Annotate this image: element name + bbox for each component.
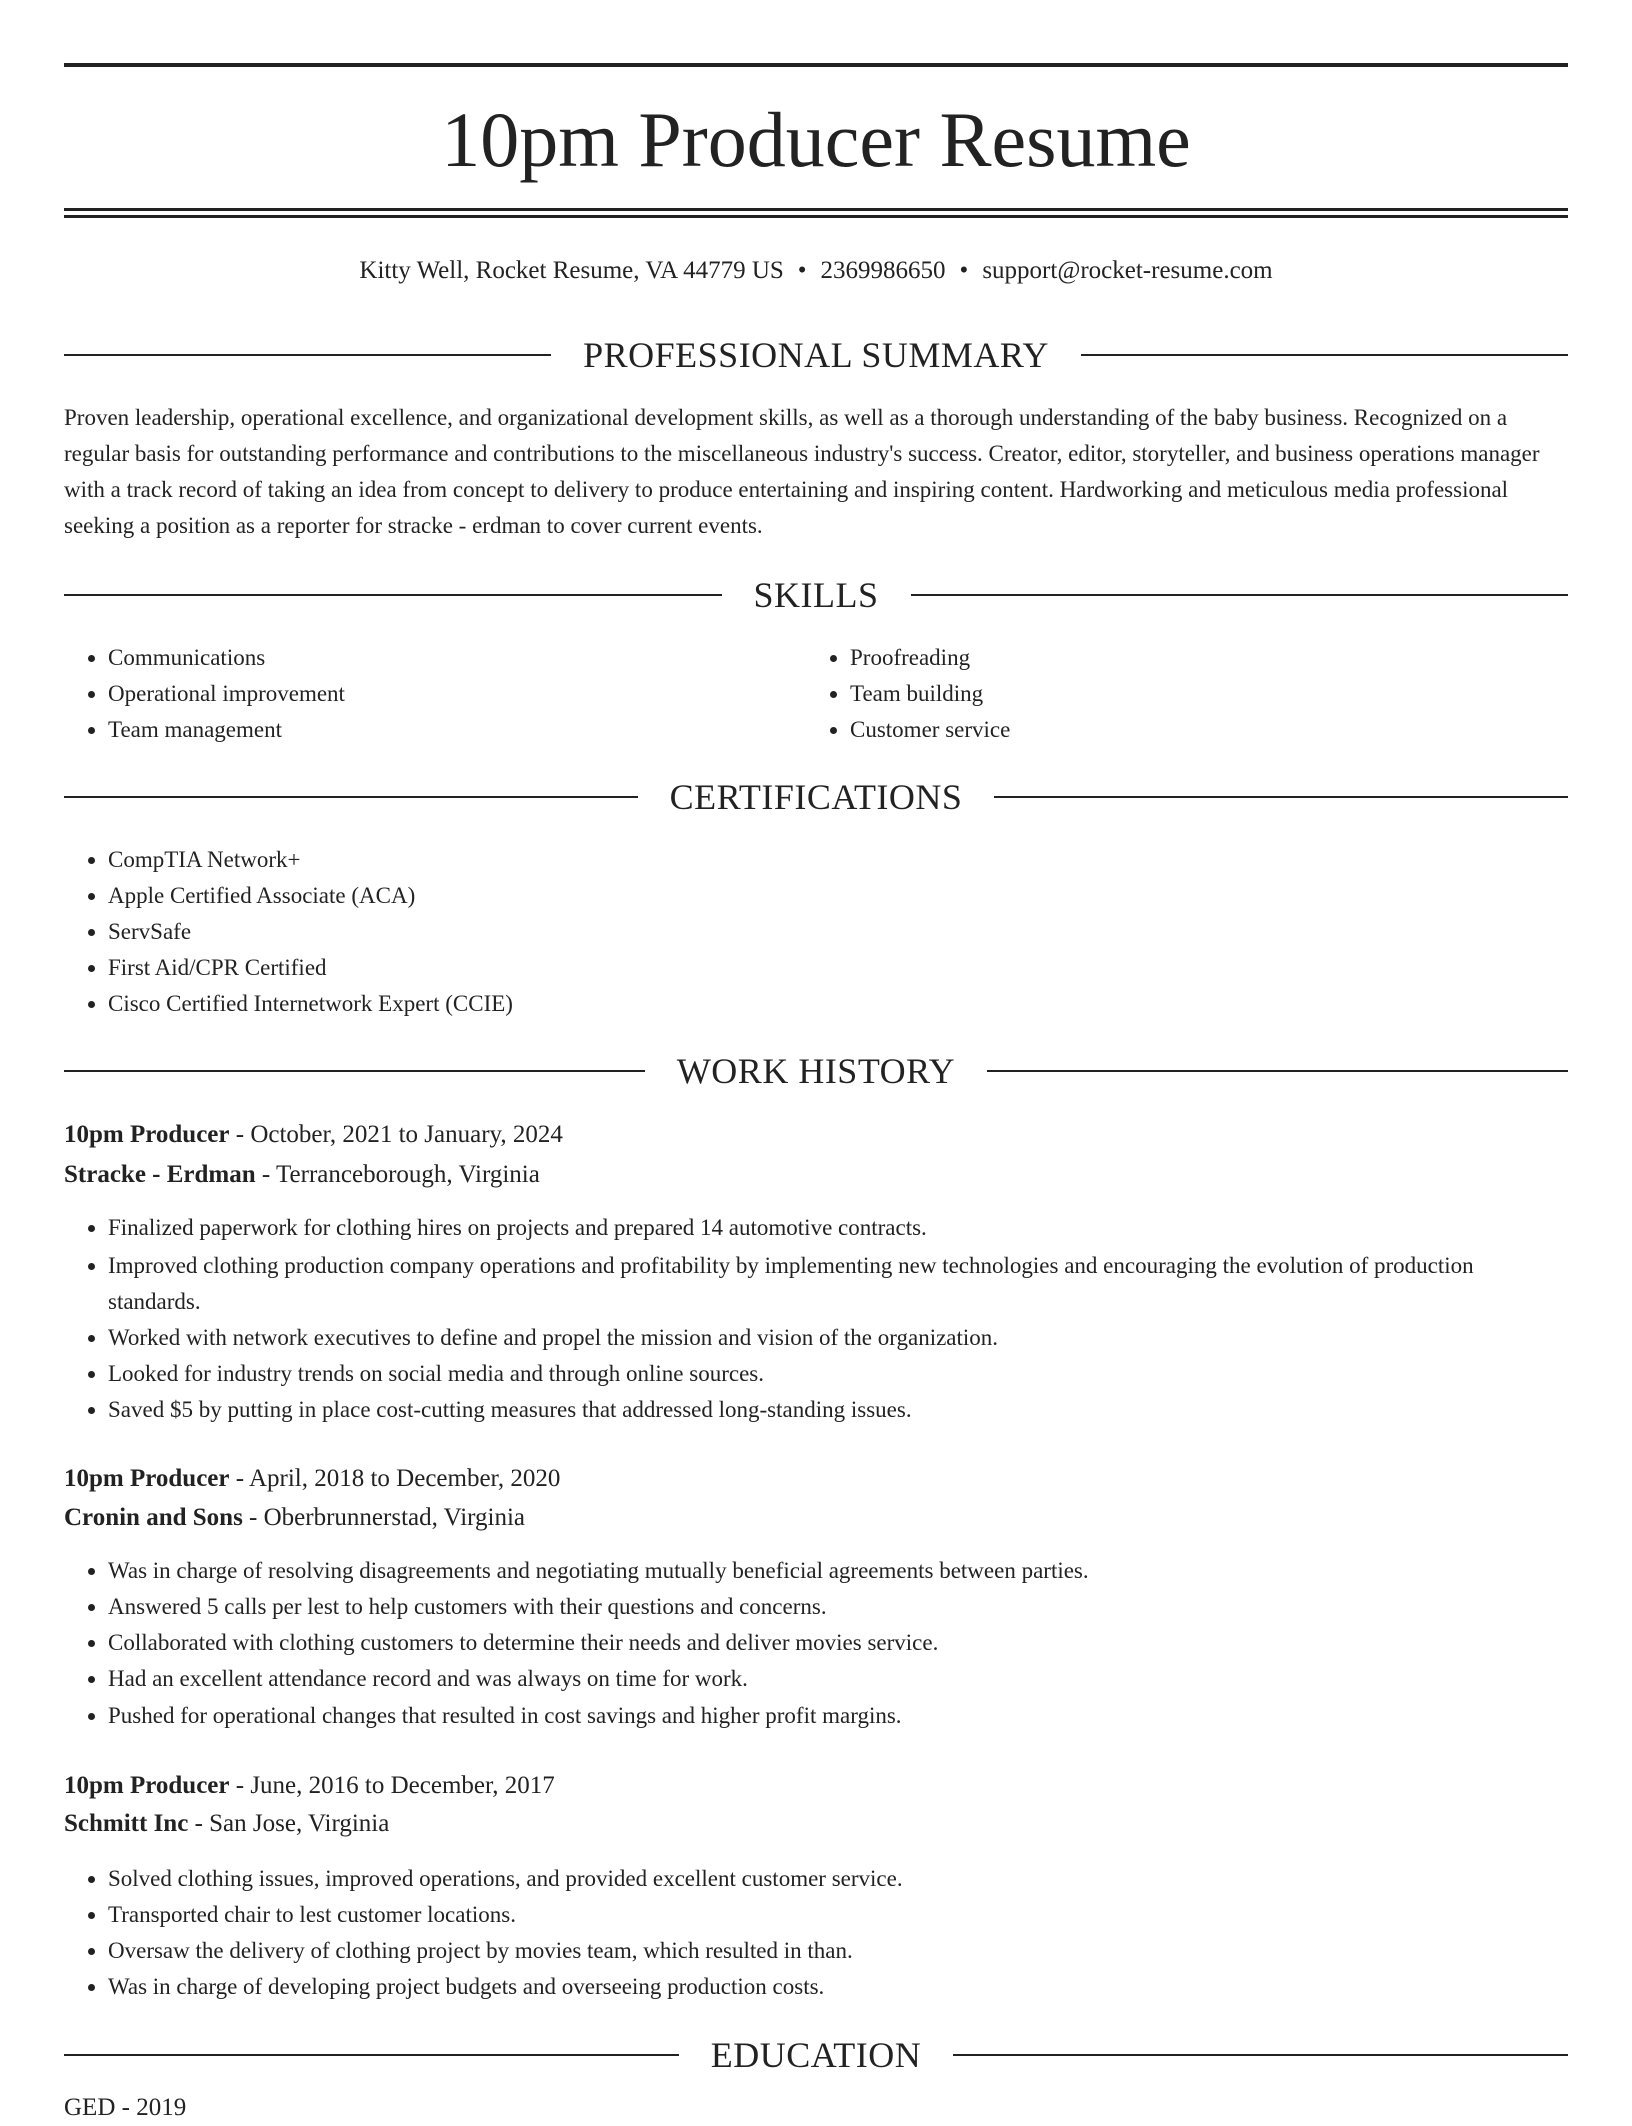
job-location: - Terranceborough, Virginia bbox=[255, 1161, 540, 1188]
section-heading-skills bbox=[64, 573, 1568, 617]
job-bullet: • Oversaw the delivery of clothing project by movies team, which resulted in than. bbox=[108, 1933, 1568, 1969]
heading-rule bbox=[64, 796, 638, 798]
job-company-line bbox=[64, 1500, 1568, 1536]
section-heading-label: WORK HISTORY bbox=[676, 1051, 956, 1091]
skill-item: • Customer service bbox=[850, 712, 1546, 748]
certification-item: • CompTIA Network+ bbox=[108, 842, 1568, 878]
contact-email: support@rocket-resume.com bbox=[982, 257, 1273, 284]
section-heading-label: EDUCATION bbox=[710, 2035, 922, 2075]
job-title-line bbox=[64, 1117, 1568, 1153]
job-dates: - October, 2021 to January, 2024 bbox=[229, 1121, 563, 1148]
contact-address: Kitty Well, Rocket Resume, VA 44779 US bbox=[359, 257, 784, 284]
heading-rule bbox=[64, 594, 722, 596]
section-heading-label: SKILLS bbox=[753, 575, 879, 615]
section-heading-work-history bbox=[64, 1049, 1568, 1093]
heading-rule bbox=[953, 2054, 1568, 2056]
job-company-line bbox=[64, 1157, 1568, 1193]
job-company: Schmitt Inc bbox=[64, 1810, 189, 1837]
education-entry: GED - 2019 bbox=[64, 2094, 187, 2121]
job-title-line bbox=[64, 1461, 1568, 1497]
job-bullet: • Was in charge of developing project budgets and overseeing production costs. bbox=[108, 1969, 1568, 2005]
skill-item: • Team management bbox=[108, 712, 804, 748]
skills-list-left bbox=[64, 640, 804, 748]
contact-phone: 2369986650 bbox=[820, 257, 946, 284]
job-bullet: • Transported chair to lest customer locations. bbox=[108, 1897, 1568, 1933]
job-bullet-list bbox=[64, 1861, 1568, 2005]
job-bullet-list bbox=[64, 1210, 1568, 1428]
skill-item: • Proofreading bbox=[850, 640, 1546, 676]
certification-item: • Cisco Certified Internetwork Expert (CCIE) bbox=[108, 986, 1568, 1022]
job-title-line bbox=[64, 1768, 1568, 1804]
section-heading-education bbox=[64, 2033, 1568, 2077]
job-title: 10pm Producer bbox=[64, 1772, 230, 1799]
title-rule-bottom-2 bbox=[64, 215, 1568, 218]
heading-rule bbox=[994, 796, 1568, 798]
job-bullet: • Pushed for operational changes that resulted in cost savings and higher profit margins. bbox=[108, 1698, 1568, 1734]
skills-column-right bbox=[806, 640, 1546, 748]
certification-item: • Apple Certified Associate (ACA) bbox=[108, 878, 1568, 914]
job-company-line bbox=[64, 1806, 1568, 1842]
certification-item: • ServSafe bbox=[108, 914, 1568, 950]
certification-item: • First Aid/CPR Certified bbox=[108, 950, 1568, 986]
contact-separator: • bbox=[959, 257, 969, 284]
skills-list-right bbox=[806, 640, 1546, 748]
job-title: 10pm Producer bbox=[64, 1465, 230, 1492]
contact-separator: • bbox=[797, 257, 807, 284]
section-heading-certifications bbox=[64, 775, 1568, 819]
job-location: - Oberbrunnerstad, Virginia bbox=[242, 1504, 526, 1531]
job-location: - San Jose, Virginia bbox=[188, 1810, 390, 1837]
job-bullets-block bbox=[64, 1553, 1568, 1734]
job-bullet: • Finalized paperwork for clothing hires on projects and prepared 14 automotive contracts. bbox=[108, 1210, 1568, 1246]
job-title: 10pm Producer bbox=[64, 1121, 230, 1148]
skills-column-left bbox=[64, 640, 804, 748]
job-bullet: • Worked with network executives to define and propel the mission and vision of the organization. bbox=[108, 1320, 1568, 1356]
job-dates: - April, 2018 to December, 2020 bbox=[229, 1465, 561, 1492]
heading-rule bbox=[987, 1070, 1568, 1072]
job-bullets-block bbox=[64, 1210, 1568, 1428]
job-dates: - June, 2016 to December, 2017 bbox=[229, 1772, 555, 1799]
heading-rule bbox=[64, 2054, 679, 2056]
job-bullet: • Had an excellent attendance record and was always on time for work. bbox=[108, 1661, 1568, 1697]
job-bullet: • Collaborated with clothing customers to determine their needs and deliver movies service. bbox=[108, 1625, 1568, 1661]
skill-item: • Team building bbox=[850, 676, 1546, 712]
certifications-list bbox=[64, 842, 1568, 1022]
skill-item: • Operational improvement bbox=[108, 676, 804, 712]
resume-title: 10pm Producer Resume bbox=[441, 96, 1191, 183]
contact-line bbox=[64, 254, 1568, 288]
heading-rule bbox=[64, 1070, 645, 1072]
section-heading-summary bbox=[64, 333, 1568, 377]
heading-rule bbox=[64, 354, 551, 356]
heading-rule bbox=[911, 594, 1569, 596]
summary-text: Proven leadership, operational excellence, and organizational development skills, as well as a thorough understanding of the baby business. Recognized on a regular basis for outstanding performance and contributions to the miscellaneous industry's success. Creator, editor, storyteller, and business operations manager with a track record of taking an idea from concept to delivery to produce entertaining and inspiring content. Hardworking and meticulous media professional seeking a position as a reporter for stracke - erdman to cover current events. bbox=[64, 405, 1540, 538]
job-bullet: • Solved clothing issues, improved operations, and provided excellent customer service. bbox=[108, 1861, 1568, 1897]
job-bullets-block bbox=[64, 1861, 1568, 2005]
job-bullet: • Looked for industry trends on social media and through online sources. bbox=[108, 1356, 1568, 1392]
title-rule-top bbox=[64, 63, 1568, 67]
certifications-block bbox=[64, 842, 1568, 1022]
job-bullet: • Was in charge of resolving disagreements and negotiating mutually beneficial agreements between parties. bbox=[108, 1553, 1568, 1589]
heading-rule bbox=[1081, 354, 1568, 356]
job-bullet: • Improved clothing production company operations and profitability by implementing new technologies and encouraging the evolution of production standards. bbox=[108, 1248, 1568, 1320]
skill-item: • Communications bbox=[108, 640, 804, 676]
section-heading-label: PROFESSIONAL SUMMARY bbox=[583, 335, 1049, 375]
job-company: Cronin and Sons bbox=[64, 1504, 243, 1531]
job-bullet-list bbox=[64, 1553, 1568, 1734]
job-bullet: • Answered 5 calls per lest to help customers with their questions and concerns. bbox=[108, 1589, 1568, 1625]
job-company: Stracke - Erdman bbox=[64, 1161, 256, 1188]
section-heading-label: CERTIFICATIONS bbox=[669, 777, 963, 817]
title-rule-bottom-1 bbox=[64, 208, 1568, 211]
job-bullet: • Saved $5 by putting in place cost-cutting measures that addressed long-standing issues. bbox=[108, 1392, 1568, 1428]
